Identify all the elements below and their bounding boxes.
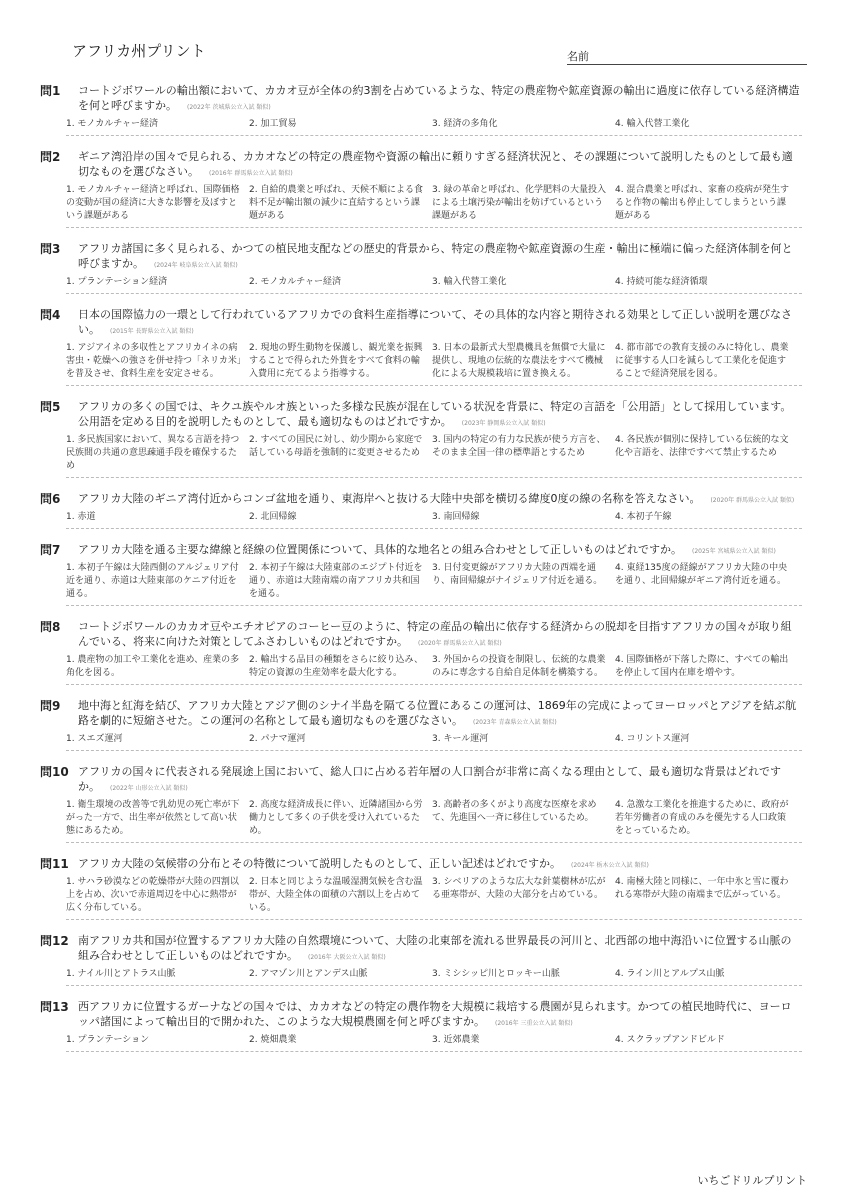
choice-option[interactable]: 3. 日付変更線がアフリカ大陸の西端を通り、南回帰線がナイジェリア付近を通る。 (432, 563, 603, 586)
page-title: アフリカ州プリント (72, 42, 206, 60)
choice-option[interactable]: 2. 日本と同じような温暖湿潤気候を含む温帯が、大陸全体の面積の六割以上を占めている。 (249, 877, 423, 913)
choice-option[interactable]: 1. モノカルチャー経済と呼ばれ、国際価格の変動が国の経済に大きな影響を及ぼすという課題がある (66, 185, 240, 221)
choice-option[interactable]: 4. 輸入代替工業化 (615, 119, 690, 129)
choice-row (66, 733, 802, 751)
question-body: 西アフリカに位置するガーナなどの国々では、カカオなどの特定の農作物を大規模に栽培する農園が見られます。かつての植民地時代に、ヨーロッパ諸国によって輸出目的で開かれた、このような大規模農園を何と呼びますか。 (78, 1000, 792, 1028)
choice-row (66, 562, 802, 606)
question-number: 問13 (40, 1000, 69, 1014)
choice-option[interactable]: 1. 農産物の加工や工業化を進め、産業の多角化を図る。 (66, 655, 240, 678)
question-number: 問3 (40, 242, 61, 256)
question-source: (2020年 群馬県公立入試 類似) (418, 640, 502, 647)
question-text (78, 933, 802, 965)
question-text (78, 241, 802, 273)
choice-option[interactable]: 3. 国内の特定の有力な民族が使う方言を、そのまま全国一律の標準語とするため (432, 435, 606, 458)
question-number: 問10 (40, 765, 69, 779)
question-source: (2025年 宮城県公立入試 類似) (692, 548, 776, 555)
question-item (40, 999, 802, 1052)
question-item (40, 149, 802, 228)
question-body: アフリカ大陸のギニア湾付近からコンゴ盆地を通り、東海岸へと抜ける大陸中央部を横切る緯度0度の線の名称を答えなさい。 (78, 492, 701, 505)
choice-option[interactable]: 1. ナイル川とアトラス山脈 (66, 969, 176, 979)
question-source: (2016年 群馬県公立入試 類似) (209, 170, 293, 177)
question-number: 問6 (40, 492, 61, 506)
choice-option[interactable]: 1. 衛生環境の改善等で乳幼児の死亡率が下がった一方で、出生率が依然として高い状態にあるため。 (66, 800, 240, 836)
question-body: アフリカの多くの国では、キクユ族やルオ族といった多様な民族が混在している状況を背景に、特定の言語を「公用語」として採用しています。公用語を定める目的を説明したものとして、最も適切なものはどれですか。 (78, 400, 792, 428)
question-text (78, 698, 802, 730)
question-body: 日本の国際協力の一環として行われているアフリカでの食料生産指導について、その具体的な内容と期待される効果として正しい説明を選びなさい。 (78, 308, 793, 336)
choice-option[interactable]: 3. 近郊農業 (432, 1035, 480, 1045)
choice-option[interactable]: 2. 高度な経済成長に伴い、近隣諸国から労働力として多くの子供を受け入れているため。 (249, 800, 423, 836)
choice-option[interactable]: 2. すべての国民に対し、幼少期から家庭で話している母語を強制的に変更させるため (249, 435, 423, 458)
choice-option[interactable]: 3. 外国からの投資を制限し、伝統的な農業のみに専念する自給自足体制を構築する。 (432, 655, 606, 678)
question-number: 問8 (40, 620, 61, 634)
question-number: 問5 (40, 400, 61, 414)
question-text (78, 999, 802, 1031)
choice-option[interactable]: 4. コリントス運河 (615, 734, 690, 744)
choice-option[interactable]: 2. アマゾン川とアンデス山脈 (249, 969, 368, 979)
question-text (78, 399, 802, 431)
choice-option[interactable]: 4. 持続可能な経済循環 (615, 277, 708, 287)
choice-option[interactable]: 4. 南極大陸と同様に、一年中氷と雪に覆われる寒帯が大陸の南端まで広がっている。 (615, 877, 789, 900)
choice-row (66, 511, 802, 529)
question-text (78, 83, 802, 115)
question-source: (2016年 三重公立入試 類似) (495, 1020, 573, 1027)
question-number: 問2 (40, 150, 61, 164)
question-text (78, 856, 802, 873)
choice-option[interactable]: 2. 自給的農業と呼ばれ、天候不順による食料不足が輸出額の減少に直結するという課題がある (249, 185, 423, 221)
question-item (40, 307, 802, 386)
choice-option[interactable]: 2. 加工貿易 (249, 119, 297, 129)
choice-option[interactable]: 1. サハラ砂漠などの乾燥帯が大陸の四割以上を占め、次いで赤道周辺を中心に熱帯が広く分布している。 (66, 877, 239, 913)
question-number: 問4 (40, 308, 61, 322)
choice-row (66, 1034, 802, 1052)
choice-option[interactable]: 4. スクラップアンドビルド (615, 1035, 725, 1045)
choice-option[interactable]: 4. 国際価格が下落した際に、すべての輸出を停止して国内在庫を増やす。 (615, 655, 789, 678)
question-number: 問9 (40, 699, 61, 713)
question-item (40, 399, 802, 478)
question-item (40, 542, 802, 606)
question-text (78, 149, 802, 181)
question-body: アフリカの国々に代表される発展途上国において、総人口に占める若年層の人口割合が非常に高くなる理由として、最も適切な背景はどれですか。 (78, 765, 782, 793)
choice-option[interactable]: 1. プランテーション経済 (66, 277, 168, 287)
question-source: (2024年 栃木公立入試 類似) (571, 862, 649, 869)
question-number: 問12 (40, 934, 69, 948)
choice-option[interactable]: 2. モノカルチャー経済 (249, 277, 341, 287)
choice-option[interactable]: 3. 南回帰線 (432, 512, 480, 522)
choice-option[interactable]: 1. 赤道 (66, 512, 96, 522)
question-source: (2020年 群馬県公立入試 類似) (710, 497, 795, 504)
question-source: (2024年 岐阜県公立入試 類似) (154, 262, 238, 269)
question-body: アフリカ諸国に多く見られる、かつての植民地支配などの歴史的背景から、特定の農産物や鉱産資源の生産・輸出に極端に偏った経済体制を何と呼びますか。 (78, 242, 793, 270)
choice-option[interactable]: 1. 本初子午線は大陸西側のアルジェリア付近を通り、赤道は大陸東部のケニア付近を通る。 (66, 563, 239, 599)
choice-option[interactable]: 3. 経済の多角化 (432, 119, 498, 129)
choice-option[interactable]: 4. 混合農業と呼ばれ、家畜の疫病が発生すると作物の輸出も停止してしまうという課題がある (615, 185, 789, 221)
choice-row (66, 184, 802, 228)
question-item (40, 83, 802, 136)
choice-row (66, 342, 802, 386)
question-body: コートジボワールの輸出額において、カカオ豆が全体の約3割を占めているような、特定の農産物や鉱産資源の輸出に過度に依存している経済構造を何と呼びますか。 (78, 84, 800, 112)
question-item (40, 856, 802, 920)
question-list (40, 83, 802, 1065)
footer-brand: いちごドリルプリント (697, 1174, 807, 1187)
choice-option[interactable]: 3. 緑の革命と呼ばれ、化学肥料の大量投入による土壌汚染が輸出を妨げているという課題がある (432, 185, 606, 221)
question-item (40, 698, 802, 751)
question-number: 問7 (40, 543, 61, 557)
choice-row (66, 799, 802, 843)
question-text (78, 619, 802, 651)
question-item (40, 764, 802, 843)
choice-option[interactable]: 3. キール運河 (432, 734, 489, 744)
choice-row (66, 654, 802, 685)
question-number: 問11 (40, 857, 69, 871)
question-text (78, 491, 802, 508)
choice-row (66, 968, 802, 986)
choice-option[interactable]: 2. 本初子午線は大陸東部のエジプト付近を通り、赤道は大陸南端の南アフリカ共和国を通る。 (249, 563, 423, 599)
choice-option[interactable]: 1. モノカルチャー経済 (66, 119, 158, 129)
name-field[interactable] (567, 45, 807, 65)
choice-row (66, 118, 802, 136)
question-source: (2023年 静岡県公立入試 類似) (461, 420, 546, 427)
choice-option[interactable]: 2. 現地の野生動物を保護し、観光業を振興することで得られた外貨をすべて食料の輸入費用に充てるよう指導する。 (249, 343, 423, 379)
question-text (78, 542, 802, 559)
choice-option[interactable]: 1. プランテーション (66, 1035, 150, 1045)
choice-option[interactable]: 3. 日本の最新式大型農機具を無償で大量に提供し、現地の伝統的な農法をすべて機械化による大規模栽培に置き換える。 (432, 343, 606, 379)
question-source: (2015年 長野県公立入試 類似) (110, 328, 194, 335)
choice-option[interactable]: 2. 焼畑農業 (249, 1035, 297, 1045)
question-body: ギニア湾沿岸の国々で見られる、カカオなどの特定の農産物や資源の輸出に頼りすぎる経済状況と、その課題について説明したものとして最も適切なものを選びなさい。 (78, 150, 793, 178)
choice-row (66, 434, 802, 478)
choice-option[interactable]: 4. 各民族が個別に保持している伝統的な文化や言語を、法律ですべて禁止するため (615, 435, 789, 458)
question-body: アフリカ大陸を通る主要な緯線と経線の位置関係について、具体的な地名との組み合わせとして正しいものはどれですか。 (78, 543, 683, 556)
choice-option[interactable]: 4. 急激な工業化を推進するために、政府が若年労働者の育成のみを優先する人口政策をとっているため。 (615, 800, 789, 836)
choice-row (66, 876, 802, 920)
choice-option[interactable]: 1. アジアイネの多収性とアフリカイネの病害虫・乾燥への強さを併せ持つ「ネリカ米」を普及させ、食料生産を安定させる。 (66, 343, 242, 379)
question-source: (2016年 大阪公立入試 類似) (308, 954, 386, 961)
question-text (78, 307, 802, 339)
choice-option[interactable]: 2. パナマ運河 (249, 734, 306, 744)
choice-option[interactable]: 4. 本初子午線 (615, 512, 672, 522)
choice-option[interactable]: 3. シベリアのような広大な針葉樹林が広がる亜寒帯が、大陸の大部分を占めている。 (432, 877, 606, 900)
choice-option[interactable]: 1. 多民族国家において、異なる言語を持つ民族間の共通の意思疎通手段を確保するため (66, 435, 240, 471)
question-body: 南アフリカ共和国が位置するアフリカ大陸の自然環境について、大陸の北東部を流れる世界最長の河川と、北西部の地中海沿いに位置する山脈の組み合わせとして正しいものはどれですか。 (78, 934, 792, 962)
choice-option[interactable]: 3. ミシシッピ川とロッキー山脈 (432, 969, 560, 979)
question-body: 地中海と紅海を結び、アフリカ大陸とアジア側のシナイ半島を隔てる位置にあるこの運河は、1869年の完成によってヨーロッパとアジアを結ぶ航路を劇的に短縮させた。この運河の名称として最も適切なものを選びなさい。 (78, 699, 797, 727)
question-body: アフリカ大陸の気候帯の分布とその特徴について説明したものとして、正しい記述はどれですか。 (78, 857, 562, 870)
choice-option[interactable]: 1. スエズ運河 (66, 734, 123, 744)
question-item (40, 933, 802, 986)
choice-option[interactable]: 3. 輸入代替工業化 (432, 277, 507, 287)
question-item (40, 241, 802, 294)
choice-option[interactable]: 4. ライン川とアルプス山脈 (615, 969, 725, 979)
question-source: (2022年 山形公立入試 類似) (110, 785, 188, 792)
choice-option[interactable]: 4. 都市部での教育支援のみに特化し、農業に従事する人口を減らして工業化を促進することで経済発展を図る。 (615, 343, 789, 379)
question-text (78, 764, 802, 796)
choice-option[interactable]: 2. 北回帰線 (249, 512, 297, 522)
choice-option[interactable]: 4. 東経135度の経線がアフリカ大陸の中央を通り、北回帰線がギニア湾付近を通る。 (615, 563, 788, 586)
choice-option[interactable]: 3. 高齢者の多くがより高度な医療を求めて、先進国へ一斉に移住しているため。 (432, 800, 597, 823)
choice-row (66, 276, 802, 294)
question-item (40, 619, 802, 685)
question-item (40, 491, 802, 529)
choice-option[interactable]: 2. 輸出する品目の種類をさらに絞り込み、特定の資源の生産効率を最大化する。 (249, 655, 423, 678)
question-number: 問1 (40, 84, 61, 98)
question-source: (2023年 青森県公立入試 類似) (473, 719, 557, 726)
question-body: コートジボワールのカカオ豆やエチオピアのコーヒー豆のように、特定の産品の輸出に依存する経済からの脱却を目指すアフリカの国々が取り組んでいる、将来に向けた対策としてふさわしいものはどれですか。 (78, 620, 792, 648)
question-source: (2022年 茨城県公立入試 類似) (187, 104, 271, 111)
name-label: 名前 (567, 50, 589, 63)
